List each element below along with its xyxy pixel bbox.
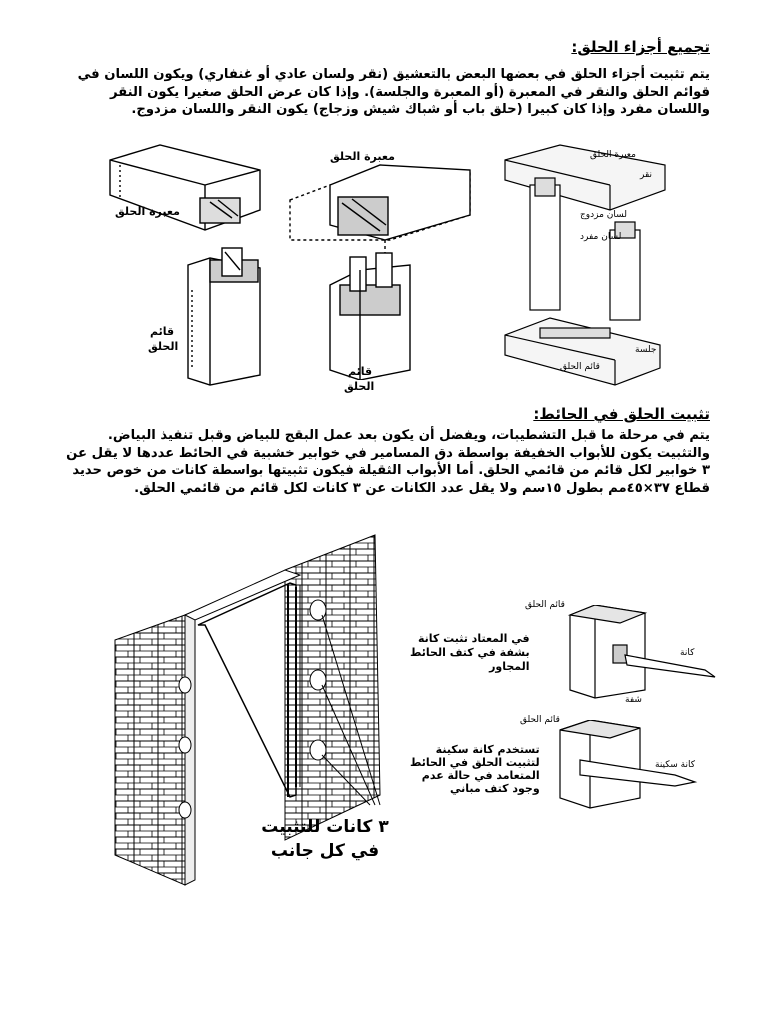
label-post-bottom: قائم الحلق	[520, 715, 560, 725]
label-line: في كل جانب	[270, 841, 380, 861]
paragraph-line: يتم في مرحلة ما قبل التشطيبات، ويفضل أن يكون بعد عمل البقج للبياض وقبل تنفيذ البياض.	[107, 428, 710, 443]
label-post: الحلق	[148, 340, 179, 353]
label-small: لسان مفرد	[580, 232, 622, 242]
note-line: تستخدم كانة سكينة	[435, 743, 540, 756]
paragraph-line: واللسان مفرد وإذا كان كبيرا (حلق باب أو شباك شيش وزجاج) يكون النقر واللسان مزدوج.	[131, 102, 710, 117]
section-heading-assembly: تجميع أجزاء الحلق:	[571, 38, 710, 56]
figure-joint-double	[280, 145, 480, 380]
label-post: الحلق	[344, 380, 375, 393]
note-line: في المعتاد تثبت كانة	[417, 632, 530, 645]
label-small: معبرة الحلق	[590, 150, 636, 160]
paragraph-fixing	[66, 427, 710, 497]
label-small: لسان مزدوج	[580, 210, 627, 220]
label-small: جلسة	[635, 345, 657, 355]
label-flange: شفة	[625, 695, 642, 705]
note-line: وجود كتف مباني	[450, 782, 540, 795]
label-cramps-count	[255, 815, 395, 863]
label-line: ٣ كانات للتثبيت	[261, 817, 389, 837]
note-line: بشفة في كتف الحائط	[410, 646, 530, 659]
paragraph-line: والتثبيت يكون للأبواب الخفيفة بواسطة دق المسامير في خوابير خشبية في الحائط عددها لا يقل عن	[66, 445, 710, 461]
paragraph-line: يتم تثبيت أجزاء الحلق في بعضها البعض بالتعشيق (نقر ولسان عادي أو غنفاري) ويكون اللسان في	[77, 67, 710, 82]
note-line: لتثبيت الحلق في الحائط	[410, 756, 540, 769]
label-post: قائم	[348, 365, 373, 378]
label-lintel: معبرة الحلق	[115, 205, 180, 218]
paragraph-line: قطاع ٣٧×٤٥مم بطول ١٥سم ولا يقل عدد الكانات عن ٣ كانات لكل قائم من قائمي الحلق.	[134, 480, 710, 496]
paragraph-line: قوائم الحلق والنقر في المعبرة (أو المعبرة والجلسة). وإذا كان عرض الحلق صغيرا يكون النقر	[109, 84, 710, 100]
label-post-top: قائم الحلق	[525, 600, 565, 610]
paragraph-assembly	[70, 66, 710, 119]
note-line: المتعامد في حالة عدم	[421, 769, 540, 782]
label-lintel: معبرة الحلق	[330, 150, 395, 163]
note-line: المجاور	[489, 660, 530, 673]
figure-joint-single	[100, 140, 270, 390]
label-small: قائم الحلق	[560, 362, 600, 372]
label-cramp: كانة	[680, 648, 695, 658]
section-heading-fixing: تثبيت الحلق في الحائط:	[533, 405, 710, 423]
label-small: نقر	[640, 170, 653, 180]
paragraph-line: ٣ خوابير لكل قائم من قائمي الحلق. أما الأبواب الثقيلة فيكون تثبيتها بواسطة كانات من خوص حديد	[72, 463, 710, 478]
label-post: قائم	[150, 325, 175, 338]
figure-cramp-flange	[555, 605, 725, 700]
note-flange-cramp	[410, 632, 530, 674]
label-knife-cramp: كانة سكينة	[655, 760, 695, 770]
note-knife-cramp	[410, 743, 540, 795]
